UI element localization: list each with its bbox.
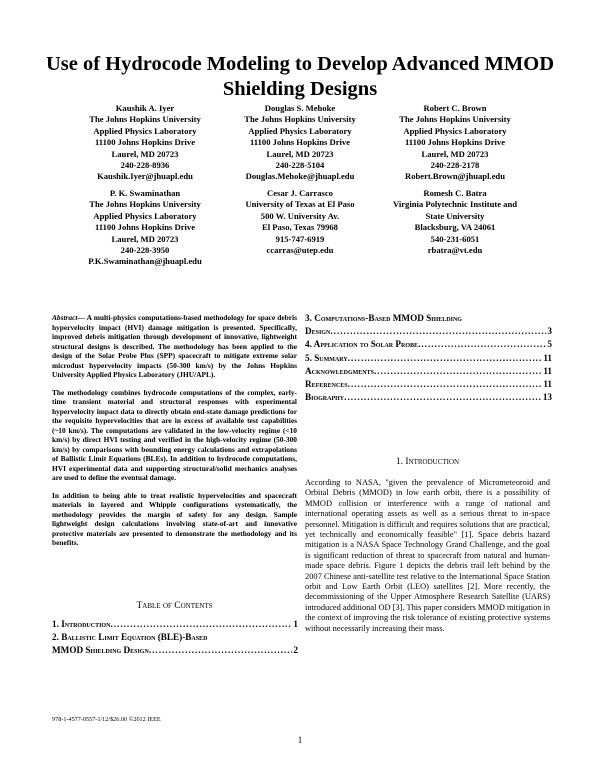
author-dept: Applied Physics Laboratory [403, 125, 507, 136]
toc-entry-page: 11 [543, 352, 552, 363]
toc-entry-page: 13 [542, 392, 552, 403]
abstract-paragraph-1 [52, 313, 297, 380]
toc-entry-page: 3 [547, 326, 552, 337]
author-block-3 [380, 103, 530, 183]
author-name: Cesar J. Carrasco [267, 188, 333, 198]
author-email: Kaushik.Iyer@jhuapl.edu [97, 171, 193, 182]
author-city: Laurel, MD 20723 [111, 233, 179, 244]
author-city: Laurel, MD 20723 [266, 148, 334, 159]
author-block-2 [225, 103, 375, 183]
toc-entry-label-cont: MMOD Shielding Design [52, 645, 149, 656]
author-block-6 [380, 188, 530, 256]
author-org: University of Texas at El Paso [245, 199, 355, 210]
paper-title: Use of Hydrocode Modeling to Develop Advanced MMOD Shielding Designs [45, 53, 555, 100]
author-org: The Johns Hopkins University [244, 114, 356, 125]
section-heading: 1. Introduction [395, 457, 460, 467]
author-phone: 240-228-3950 [120, 245, 170, 256]
author-address: 11100 Johns Hopkins Drive [94, 222, 196, 233]
toc-right [305, 312, 552, 404]
toc-entry-page: 2 [293, 645, 298, 656]
author-city: 915-747-6919 [275, 233, 325, 244]
author-dept: Applied Physics Laboratory [93, 210, 197, 221]
toc-entry-page: 11 [543, 365, 552, 376]
abstract-text: A multi-physics computations-based methodology for space debris hypervelocity impact (HVI) damage mitigation is presented. Specifically, improved debris mitigation through development of innovative, lightweight structural designs is described. The methodology has been applied to the design of the Solar Probe Plus (SPP) spacecraft to mitigate extreme solar microdust hypervelocity impacts (50-300 km/s) by the Johns Hopkins University Applied Physics Laboratory (JHU/APL). [52, 313, 297, 379]
author-email: P.K.Swaminathan@jhuapl.edu [88, 256, 202, 267]
author-address: 11100 Johns Hopkins Drive [404, 137, 506, 148]
page-number: 1 [297, 735, 303, 745]
toc-entry[interactable] [305, 365, 552, 378]
copyright-footer: 978-1-4577-0557-1/12/$26.00 ©2012 IEEE [52, 716, 161, 723]
author-name: Romesh C. Batra [423, 188, 487, 198]
author-phone: 240-228-2178 [430, 160, 480, 171]
toc-entry-label: Biography [305, 392, 345, 403]
author-phone: ccarras@utep.edu [266, 245, 334, 256]
toc-entry[interactable] [305, 338, 552, 351]
abstract [52, 313, 297, 556]
toc-entry-label: 4. Application to Solar Probe [305, 339, 419, 350]
toc-entry[interactable] [305, 352, 552, 365]
author-block-4 [70, 188, 220, 268]
toc-entry-page: 11 [543, 379, 552, 390]
author-org: The Johns Hopkins University [89, 199, 201, 210]
author-address: Blacksburg, VA 24061 [414, 222, 496, 233]
toc-entry-label[interactable]: 2. Ballistic Limit Equation (BLE)-Based [52, 632, 208, 643]
toc-entry-label[interactable]: 3. Computations-Based MMOD Shielding [305, 313, 462, 323]
author-city: 540-231-6051 [430, 233, 480, 244]
toc-heading: Table of Contents [136, 601, 213, 611]
toc-entry-label-cont: Design [305, 326, 331, 337]
author-dept: State University [425, 210, 485, 221]
author-dept: 500 W. University Av. [260, 210, 340, 221]
author-phone: 240-228-8936 [120, 160, 170, 171]
toc-entry-label: 5. Summary [305, 352, 348, 363]
author-email: Robert.Brown@jhuapl.edu [405, 171, 505, 182]
author-address: 11100 Johns Hopkins Drive [94, 137, 196, 148]
abstract-paragraph-2: The methodology combines hydrocode computations of the complex, early-time transient material and structural responses with experimental hypervelocity impact data to directly obtain end-state damage predictions for the requisite hypervelocities that are in excess of available test capabilities (~10 km/s). The computations are validated in the low-velocity regime (<10 km/s) by direct HVI testing and verified in the high-velocity regime (50-300 km/s) by comparisons with bounding energy calculations and extrapolations of Ballistic Limit Equations (BLEs). In addition to hydrocode computations, HVI experimental data and supporting structural/solid mechanics analyses are used to define the eventual damage. [52, 387, 297, 482]
toc-entry[interactable] [305, 391, 552, 404]
author-address: El Paso, Texas 79968 [262, 222, 338, 233]
author-name: Kaushik A. Iyer [115, 103, 175, 113]
toc-entry-label: 1. Introduction [52, 619, 111, 629]
author-org: The Johns Hopkins University [399, 114, 511, 125]
author-org: Virginia Polytechnic Institute and [392, 199, 518, 210]
toc-entry-page: 5 [547, 339, 552, 350]
author-email: Douglas.Mehoke@jhuapl.edu [245, 171, 355, 182]
toc-entry-label: Acknowledgments [305, 365, 374, 376]
section-body [305, 478, 550, 634]
toc-entry[interactable] [52, 644, 298, 657]
author-name: Douglas S. Mehoke [264, 103, 336, 113]
author-phone: 240-228-5104 [275, 160, 325, 171]
toc-entry[interactable] [305, 378, 552, 391]
author-city: Laurel, MD 20723 [421, 148, 489, 159]
toc-entry-label: References [305, 379, 348, 390]
abstract-lead: Abstract— [52, 313, 85, 322]
author-org: The Johns Hopkins University [89, 114, 201, 125]
author-phone: rbatra@vt.edu [427, 245, 483, 256]
author-address: 11100 Johns Hopkins Drive [249, 137, 351, 148]
abstract-paragraph-3: In addition to being able to treat realistic hypervelocities and spacecraft materials in layered and Whipple configurations systematically, the methodology provides the margin of safety for any design. Sample lightweight design calculations involving state-of-art and innovative protective materials are presented to demonstrate the methodology and its benefits. [52, 490, 297, 547]
author-name: P. K. Swaminathan [109, 188, 181, 198]
author-city: Laurel, MD 20723 [111, 148, 179, 159]
toc-entry[interactable] [305, 325, 552, 338]
author-dept: Applied Physics Laboratory [93, 125, 197, 136]
toc-left [52, 618, 298, 658]
toc-entry-page: 1 [293, 619, 298, 629]
author-name: Robert C. Brown [423, 103, 487, 113]
body-paragraph: According to NASA, "given the prevalence of Micrometeoroid and Orbital Debris (MMOD) in low earth orbit, there is a possibility of MMOD collision or interference with a range of national and international operating assets as well as a serious threat to in-space personnel. Mitigation is difficult and requires solutions that are practical, yet technically and economically feasible" [1]. Space debris hazard mitigation is a NASA Space Technology Grand Challenge, and the goal is significant reduction of threat to spacecraft from natural and human-made space debris. Figure 1 depicts the debris trail left behind by the 2007 Chinese anti-satellite test relative to the International Space Station orbit and Low Earth Orbit (LEO) satellites [2]. More recently, the decommissioning of the Upper Atmosphere Research Satellite (UARS) introduced additional OD [3]. This paper considers MMOD mitigation in the context of improving the risk tolerance of existing protective systems without necessarily increasing their mass. [305, 478, 551, 633]
author-dept: Applied Physics Laboratory [248, 125, 352, 136]
author-block-5 [225, 188, 375, 256]
author-block-1 [70, 103, 220, 183]
toc-entry[interactable] [52, 618, 298, 631]
